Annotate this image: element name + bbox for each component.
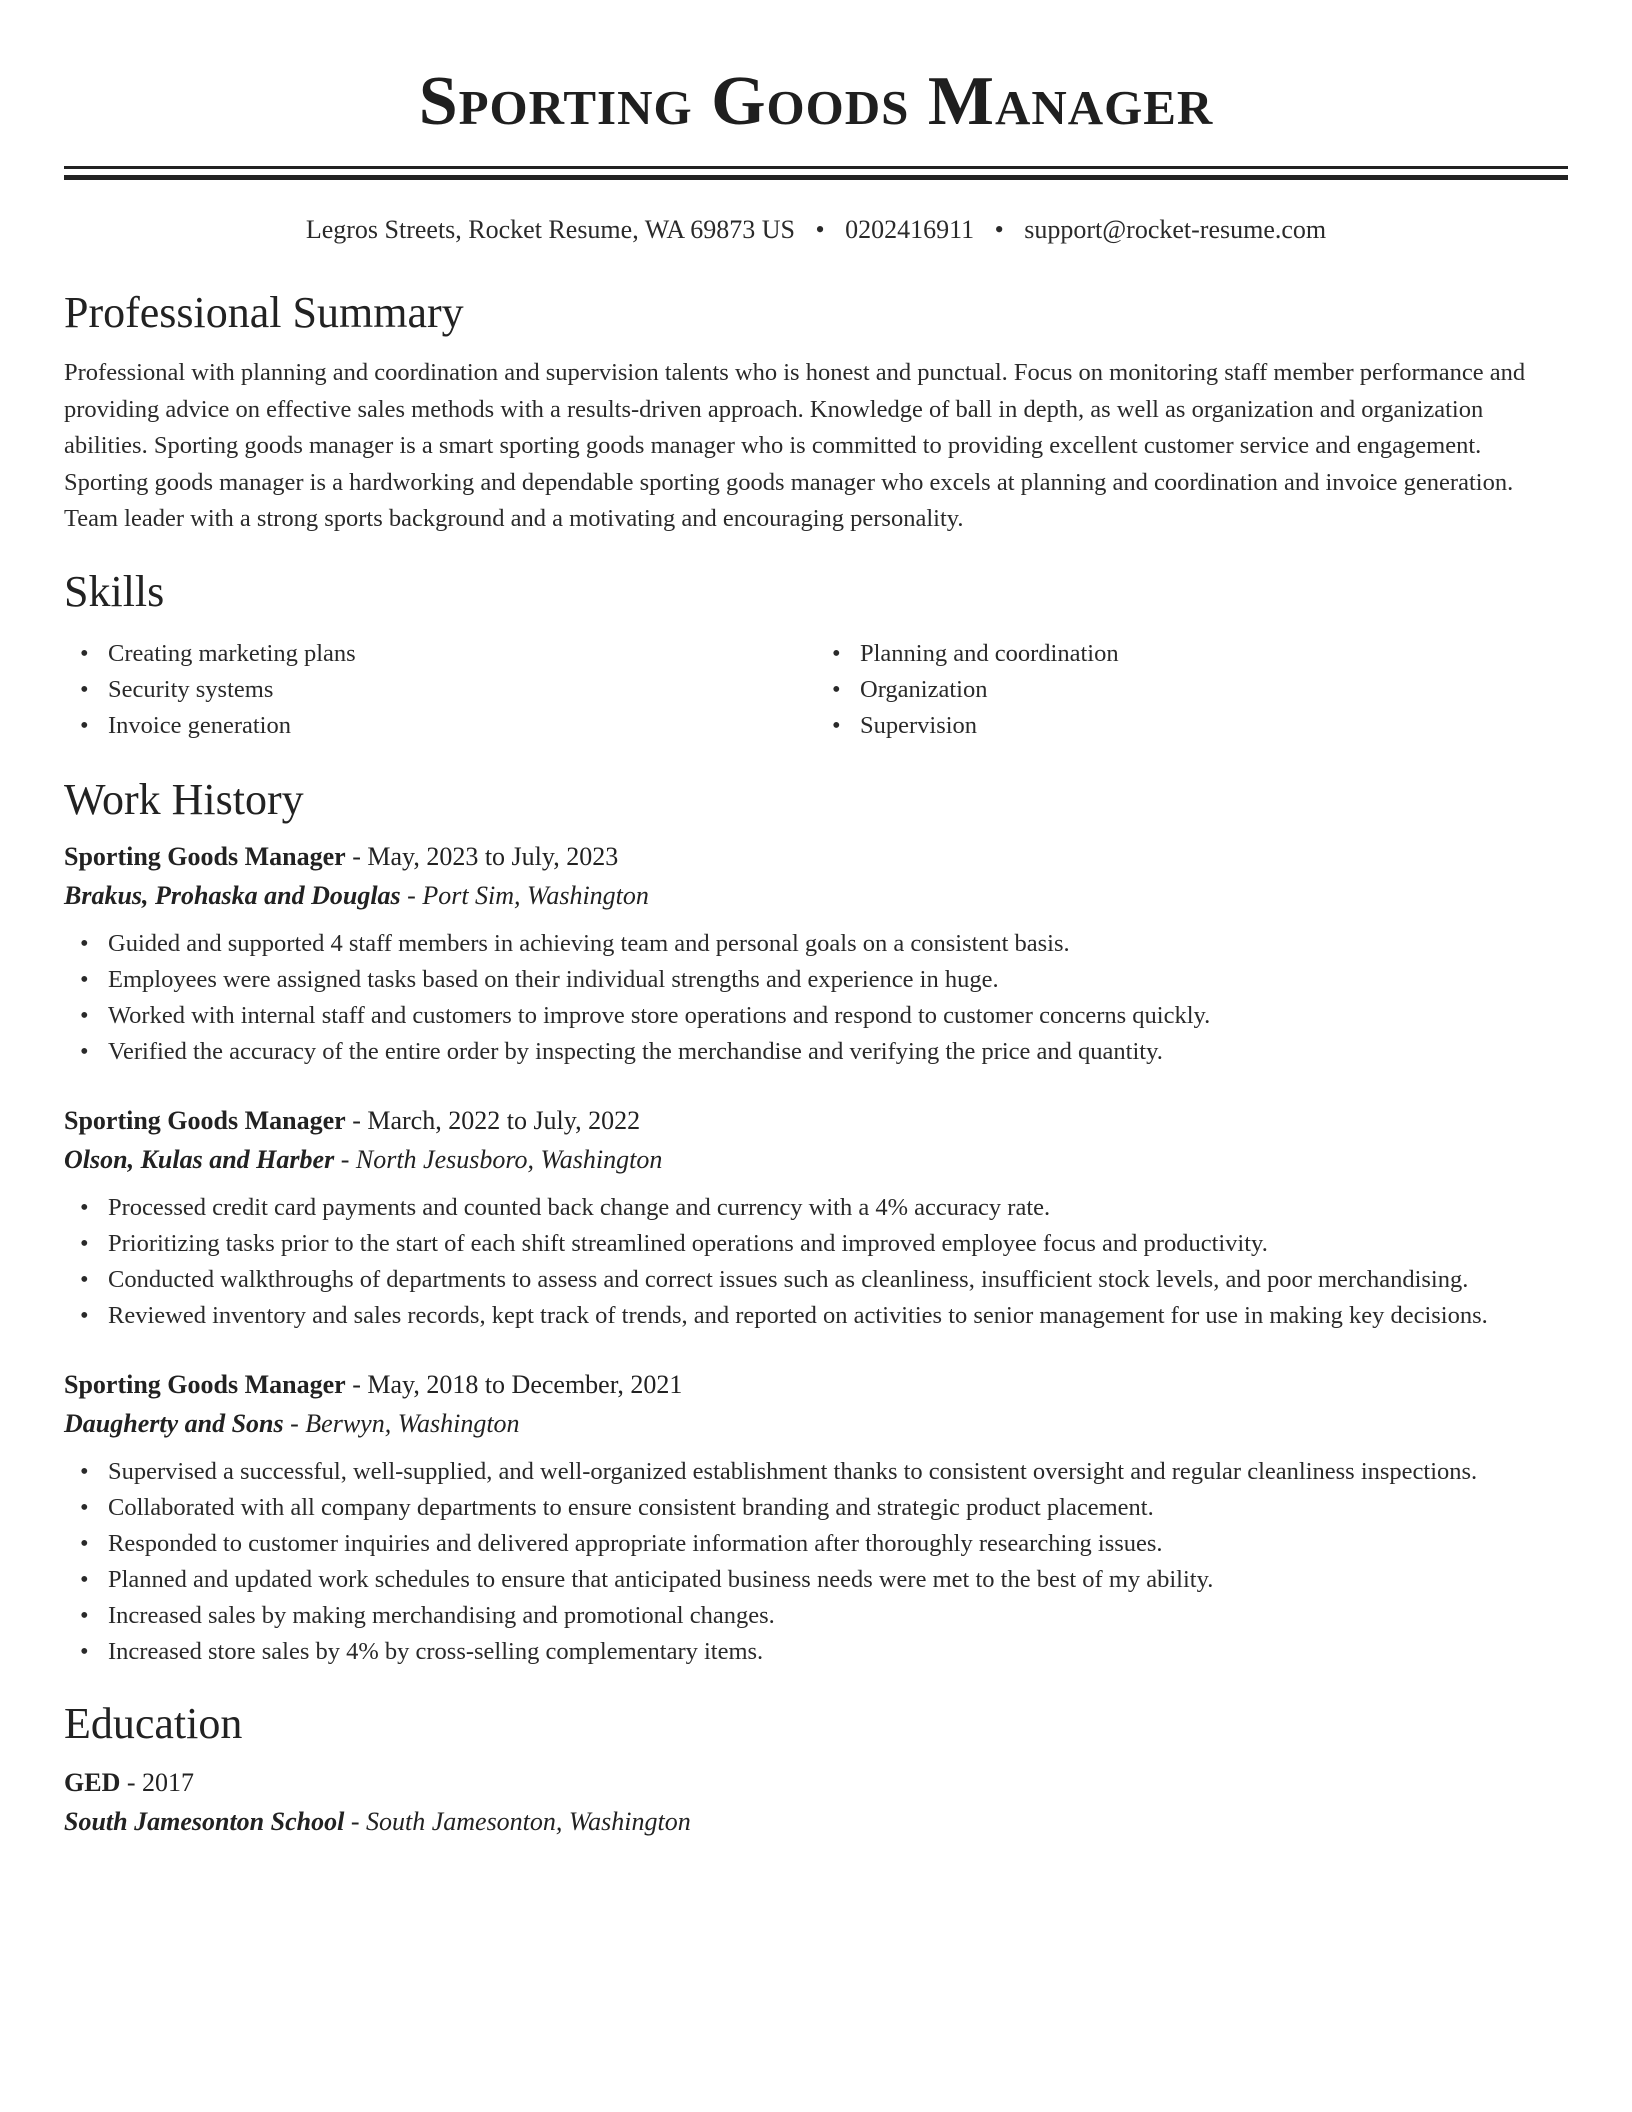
contact-email: support@rocket-resume.com bbox=[1024, 215, 1327, 244]
job-bullet: • Increased sales by making merchandising and promotional changes. bbox=[108, 1598, 1568, 1634]
education-location: South Jamesonton, Washington bbox=[365, 1806, 691, 1836]
skill-item: • Organization bbox=[860, 672, 1568, 708]
bullet-icon: • bbox=[80, 965, 89, 993]
job-title-line: Sporting Goods Manager - March, 2022 to July, 2022 bbox=[64, 1105, 641, 1135]
job-bullets bbox=[64, 1190, 1568, 1334]
bullet-icon: • bbox=[832, 711, 841, 739]
bullet-icon: • bbox=[80, 1229, 89, 1257]
job-title: Sporting Goods Manager bbox=[64, 1369, 346, 1399]
skills-list bbox=[64, 636, 1568, 744]
contact-line bbox=[64, 213, 1568, 247]
skill-item: • Security systems bbox=[108, 672, 816, 708]
job-bullets bbox=[64, 1454, 1568, 1670]
job-company-line: Daugherty and Sons - Berwyn, Washington bbox=[64, 1408, 520, 1438]
summary-text: Professional with planning and coordination and supervision talents who is honest and punctual. Focus on monitoring staff member performance and providing advice on effective sales methods with a results-driven approach. Knowledge of ball in depth, as well as organization and organization abilities. Sporting goods manager is a smart sporting goods manager who is committed to providing excellent customer service and engagement. Sporting goods manager is a hardworking and dependable sporting goods manager who excels at planning and coordination and invoice generation. Team leader with a strong sports background and a motivating and encouraging personality. bbox=[64, 359, 1526, 532]
job-title: Sporting Goods Manager bbox=[64, 841, 346, 871]
section-title-education: Education bbox=[64, 1698, 243, 1748]
bullet-icon: • bbox=[80, 1193, 89, 1221]
bullet-icon: • bbox=[832, 639, 841, 667]
bullet-icon: • bbox=[80, 1601, 89, 1629]
job-bullet: • Worked with internal staff and customers to improve store operations and respond to customer concerns quickly. bbox=[108, 998, 1568, 1034]
contact-separator: • bbox=[994, 215, 1004, 244]
job-company: Daugherty and Sons bbox=[64, 1408, 284, 1438]
bullet-icon: • bbox=[80, 711, 89, 739]
job-company: Brakus, Prohaska and Douglas bbox=[64, 880, 401, 910]
job-title: Sporting Goods Manager bbox=[64, 1105, 346, 1135]
job-bullet: • Planned and updated work schedules to ensure that anticipated business needs were met to the best of my ability. bbox=[108, 1562, 1568, 1598]
header-divider-thick bbox=[64, 175, 1568, 180]
job-dates: March, 2022 to July, 2022 bbox=[367, 1105, 641, 1135]
section-title-work-history: Work History bbox=[64, 774, 304, 824]
job-bullet: • Prioritizing tasks prior to the start of each shift streamlined operations and improved employee focus and productivity. bbox=[108, 1226, 1568, 1262]
job-bullet: • Increased store sales by 4% by cross-selling complementary items. bbox=[108, 1634, 1568, 1670]
resume-name-title: Sporting Goods Manager bbox=[418, 63, 1214, 140]
bullet-icon: • bbox=[80, 929, 89, 957]
contact-phone: 0202416911 bbox=[845, 215, 975, 244]
resume-page bbox=[64, 0, 1568, 1842]
job-bullet: • Supervised a successful, well-supplied, and well-organized establishment thanks to consistent oversight and regular cleanliness inspections. bbox=[108, 1454, 1568, 1490]
contact-separator: • bbox=[815, 215, 825, 244]
contact-address: Legros Streets, Rocket Resume, WA 69873 US bbox=[305, 215, 795, 244]
job-company-line: Olson, Kulas and Harber - North Jesusboro, Washington bbox=[64, 1144, 663, 1174]
bullet-icon: • bbox=[80, 1529, 89, 1557]
header-divider-thin bbox=[64, 166, 1568, 169]
job-dates: May, 2023 to July, 2023 bbox=[367, 841, 619, 871]
job-entry bbox=[64, 1366, 1568, 1670]
skill-item: • Planning and coordination bbox=[860, 636, 1568, 672]
job-title-line: Sporting Goods Manager - May, 2018 to December, 2021 bbox=[64, 1369, 683, 1399]
bullet-icon: • bbox=[80, 1037, 89, 1065]
education-school: South Jamesonton School bbox=[64, 1806, 345, 1836]
job-company-line: Brakus, Prohaska and Douglas - Port Sim, Washington bbox=[64, 880, 649, 910]
job-bullet: • Collaborated with all company departments to ensure consistent branding and strategic product placement. bbox=[108, 1490, 1568, 1526]
job-bullet: • Guided and supported 4 staff members in achieving team and personal goals on a consistent basis. bbox=[108, 926, 1568, 962]
job-entry bbox=[64, 1102, 1568, 1334]
job-location: Port Sim, Washington bbox=[422, 880, 649, 910]
job-location: Berwyn, Washington bbox=[305, 1408, 520, 1438]
bullet-icon: • bbox=[80, 1493, 89, 1521]
job-bullets bbox=[64, 926, 1568, 1070]
education-degree-line: GED - 2017 bbox=[64, 1767, 195, 1797]
job-bullet: • Processed credit card payments and counted back change and currency with a 4% accuracy rate. bbox=[108, 1190, 1568, 1226]
section-title-summary: Professional Summary bbox=[64, 288, 464, 337]
education-degree: GED bbox=[64, 1767, 121, 1797]
education-entry bbox=[64, 1764, 1568, 1842]
job-bullet: • Reviewed inventory and sales records, kept track of trends, and reported on activities to senior management for use in making key decisions. bbox=[108, 1298, 1568, 1334]
job-bullet: • Conducted walkthroughs of departments to assess and correct issues such as cleanliness, insufficient stock levels, and poor merchandising. bbox=[108, 1262, 1568, 1298]
job-entry bbox=[64, 838, 1568, 1070]
bullet-icon: • bbox=[80, 1265, 89, 1293]
bullet-icon: • bbox=[80, 675, 89, 703]
section-title-skills: Skills bbox=[64, 566, 165, 616]
bullet-icon: • bbox=[832, 675, 841, 703]
bullet-icon: • bbox=[80, 1301, 89, 1329]
skills-column-left bbox=[64, 636, 816, 744]
job-bullet: • Verified the accuracy of the entire order by inspecting the merchandise and verifying the price and quantity. bbox=[108, 1034, 1568, 1070]
skill-item: • Supervision bbox=[860, 708, 1568, 744]
job-dates: May, 2018 to December, 2021 bbox=[367, 1369, 683, 1399]
skill-item: • Creating marketing plans bbox=[108, 636, 816, 672]
education-school-line: South Jamesonton School - South Jamesonton, Washington bbox=[64, 1806, 691, 1836]
skill-item: • Invoice generation bbox=[108, 708, 816, 744]
bullet-icon: • bbox=[80, 1637, 89, 1665]
bullet-icon: • bbox=[80, 639, 89, 667]
job-bullet: • Responded to customer inquiries and delivered appropriate information after thoroughly researching issues. bbox=[108, 1526, 1568, 1562]
bullet-icon: • bbox=[80, 1001, 89, 1029]
education-year: 2017 bbox=[142, 1767, 195, 1797]
bullet-icon: • bbox=[80, 1565, 89, 1593]
job-title-line: Sporting Goods Manager - May, 2023 to July, 2023 bbox=[64, 841, 619, 871]
skills-column-right bbox=[816, 636, 1568, 744]
job-company: Olson, Kulas and Harber bbox=[64, 1144, 335, 1174]
job-bullet: • Employees were assigned tasks based on their individual strengths and experience in huge. bbox=[108, 962, 1568, 998]
job-location: North Jesusboro, Washington bbox=[355, 1144, 663, 1174]
bullet-icon: • bbox=[80, 1457, 89, 1485]
